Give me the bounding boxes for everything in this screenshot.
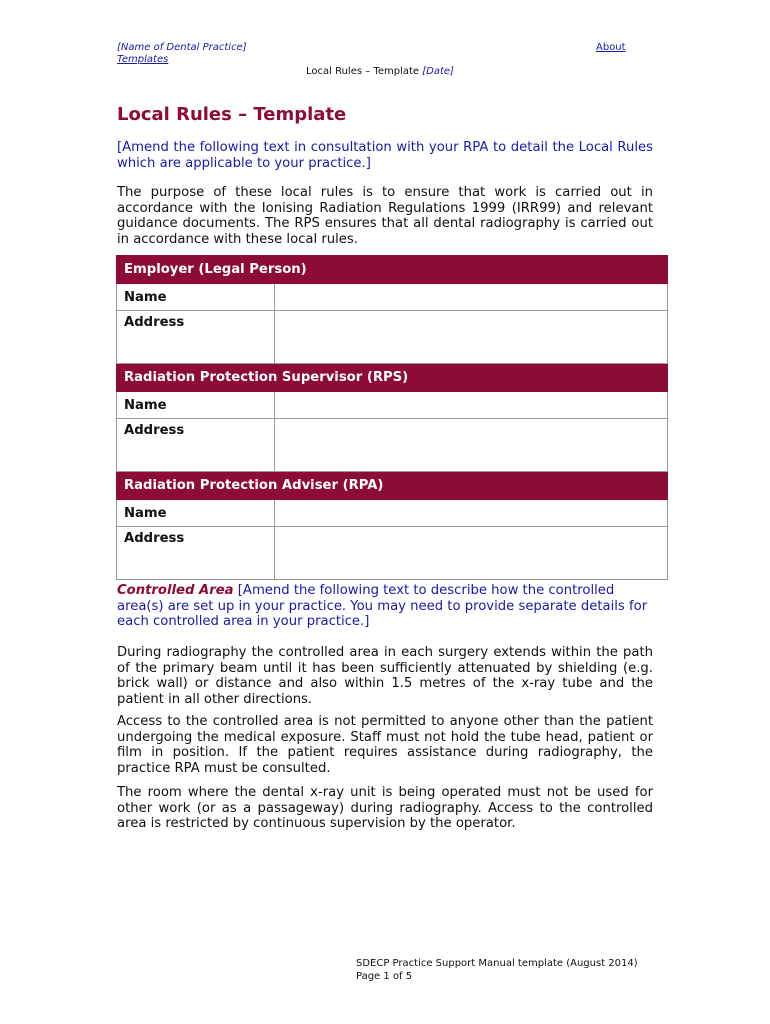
contacts-table xyxy=(116,255,668,580)
employer-address-label: Address xyxy=(117,311,275,364)
employer-address-field[interactable] xyxy=(275,311,668,364)
table-row xyxy=(117,527,668,580)
employer-name-field[interactable] xyxy=(275,284,668,311)
practice-name-header xyxy=(117,42,267,66)
rpa-name-label: Name xyxy=(117,500,275,527)
rps-address-field[interactable] xyxy=(275,419,668,472)
table-section-header xyxy=(117,472,668,500)
controlled-area-intro xyxy=(117,583,653,630)
table-row xyxy=(117,284,668,311)
running-header-title: Local Rules – Template xyxy=(306,66,420,77)
table-row xyxy=(117,392,668,419)
rps-heading: Radiation Protection Supervisor (RPS) xyxy=(117,364,668,392)
rpa-address-field[interactable] xyxy=(275,527,668,580)
practice-name: [Name of Dental Practice] xyxy=(117,42,247,53)
rps-name-field[interactable] xyxy=(275,392,668,419)
intro-paragraph: The purpose of these local rules is to ensure that work is carried out in accordance with the Ionising Radiation Regulations 1999 (IRR99) and relevant guidance documents. The RPS ensures that all dental radiography is carried out in accordance with these local rules. xyxy=(117,185,653,247)
table-row xyxy=(117,311,668,364)
intro-instruction: [Amend the following text in consultation with your RPA to detail the Local Rules which are applicable to your practice.] xyxy=(117,140,653,171)
rps-address-label: Address xyxy=(117,419,275,472)
templates-link[interactable]: Templates xyxy=(117,54,169,65)
table-section-header xyxy=(117,364,668,392)
date-placeholder: [Date] xyxy=(422,66,454,77)
employer-name-label: Name xyxy=(117,284,275,311)
rpa-address-label: Address xyxy=(117,527,275,580)
controlled-area-paragraph-3: The room where the dental x-ray unit is being operated must not be used for other work (or as a passageway) during radiography. Access to the controlled area is restricted by continuous supervision by the operator. xyxy=(117,785,653,832)
table-row xyxy=(117,419,668,472)
footer-page-number: Page 1 of 5 xyxy=(356,971,413,982)
controlled-area-paragraph-2: Access to the controlled area is not permitted to anyone other than the patient undergoing the medical exposure. Staff must not hold the tube head, patient or film in position. If the patient requires assistance during radiography, the practice RPA must be consulted. xyxy=(117,714,653,776)
table-section-header xyxy=(117,256,668,284)
page-title: Local Rules – Template xyxy=(117,104,347,125)
controlled-area-instruction: [Amend the following text to describe how the controlled area(s) are set up in your practice. You may need to provide separate details for each controlled area in your practice.] xyxy=(117,583,648,630)
employer-heading: Employer (Legal Person) xyxy=(117,256,668,284)
table-row xyxy=(117,500,668,527)
running-header xyxy=(306,66,454,78)
rps-name-label: Name xyxy=(117,392,275,419)
rpa-heading: Radiation Protection Adviser (RPA) xyxy=(117,472,668,500)
rpa-name-field[interactable] xyxy=(275,500,668,527)
about-link[interactable]: About xyxy=(596,42,626,53)
controlled-area-heading: Controlled Area xyxy=(117,583,234,598)
controlled-area-paragraph-1: During radiography the controlled area in each surgery extends within the path of the primary beam until it has been sufficiently attenuated by shielding (e.g. brick wall) or distance and also within 1.5 metres of the x-ray tube and the patient in all other directions. xyxy=(117,645,653,707)
page-footer xyxy=(356,957,638,983)
footer-manual-title: SDECP Practice Support Manual template (August 2014) xyxy=(356,958,638,969)
